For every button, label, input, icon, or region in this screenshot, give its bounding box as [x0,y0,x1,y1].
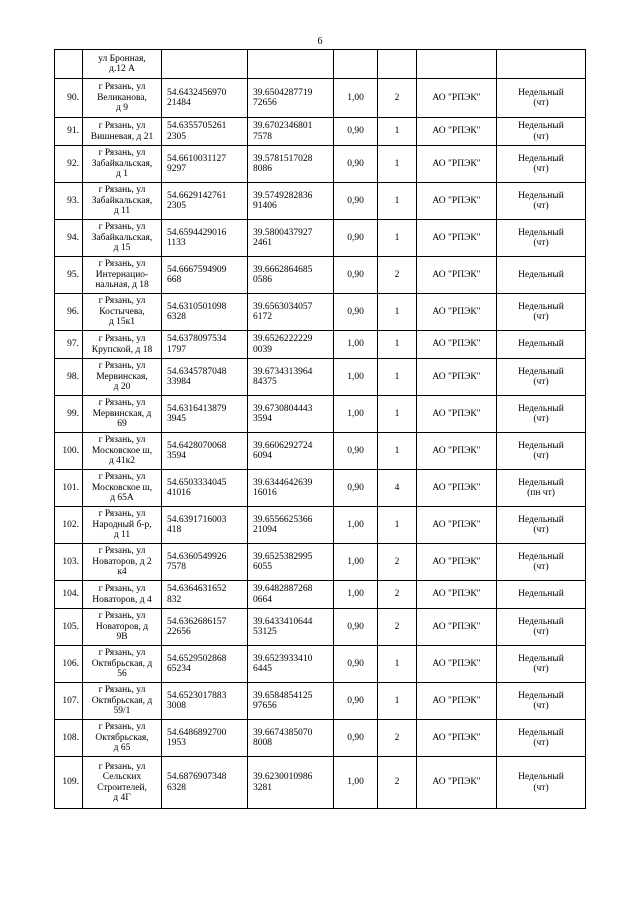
latitude-cell: 54.6629142761 2305 [162,183,248,220]
owner-cell: АО "РПЭК" [417,146,497,183]
latitude-cell: 54.6529502868 65234 [162,646,248,683]
owner-cell: АО "РПЭК" [417,359,497,396]
address-cell: г Рязань, ул Октябрьская, д 59/1 [83,683,162,720]
carry-over-owner-cell [417,50,497,79]
schedule-cell: Недельный (чт) [497,359,586,396]
schedule-cell: Недельный (чт) [497,757,586,809]
owner-cell: АО "РПЭК" [417,720,497,757]
longitude-cell: 39.6662864685 0586 [248,257,334,294]
address-cell: г Рязань, ул Забайкальская, д 11 [83,183,162,220]
schedule-cell: Недельный [497,257,586,294]
volume-cell: 0,90 [334,294,378,331]
volume-cell: 1,00 [334,396,378,433]
table-row [55,720,586,757]
carry-over-number-cell [55,50,83,79]
container-count-cell: 1 [378,683,417,720]
address-cell: г Рязань, ул Московское ш, д 41к2 [83,433,162,470]
table-row [55,79,586,118]
volume-cell: 0,90 [334,257,378,294]
owner-cell: АО "РПЭК" [417,646,497,683]
schedule-cell: Недельный (чт) [497,507,586,544]
latitude-cell: 54.6432456970 21484 [162,79,248,118]
longitude-cell: 39.6526222229 0039 [248,331,334,359]
table-row [55,396,586,433]
latitude-cell: 54.6362686157 22656 [162,609,248,646]
row-number-cell: 105. [55,609,83,646]
carry-over-volume-cell [334,50,378,79]
table-row [55,646,586,683]
container-count-cell: 1 [378,183,417,220]
address-cell: г Рязань, ул Забайкальская, д 15 [83,220,162,257]
container-count-cell: 2 [378,544,417,581]
table-row [55,118,586,146]
address-cell: г Рязань, ул Костычева, д 15к1 [83,294,162,331]
volume-cell: 1,00 [334,581,378,609]
table-row [55,183,586,220]
latitude-cell: 54.6594429016 1133 [162,220,248,257]
volume-cell: 0,90 [334,220,378,257]
container-count-cell: 1 [378,294,417,331]
address-cell: г Рязань, ул Великанова, д 9 [83,79,162,118]
longitude-cell: 39.6563034057 6172 [248,294,334,331]
longitude-cell: 39.6702346801 7578 [248,118,334,146]
volume-cell: 0,90 [334,609,378,646]
row-number-cell: 92. [55,146,83,183]
longitude-cell: 39.5781517028 8086 [248,146,334,183]
volume-cell: 1,00 [334,79,378,118]
latitude-cell: 54.6523017883 3008 [162,683,248,720]
longitude-cell: 39.6230010986 3281 [248,757,334,809]
address-cell: г Рязань, ул Интернацио- нальная, д 18 [83,257,162,294]
longitude-cell: 39.5800437927 2461 [248,220,334,257]
volume-cell: 1,00 [334,507,378,544]
longitude-cell: 39.6482887268 0664 [248,581,334,609]
owner-cell: АО "РПЭК" [417,581,497,609]
owner-cell: АО "РПЭК" [417,396,497,433]
table-row [55,581,586,609]
row-number-cell: 102. [55,507,83,544]
schedule-cell: Недельный (чт) [497,609,586,646]
container-count-cell: 1 [378,396,417,433]
container-count-cell: 2 [378,257,417,294]
owner-cell: АО "РПЭК" [417,544,497,581]
row-number-cell: 90. [55,79,83,118]
row-number-cell: 98. [55,359,83,396]
longitude-cell: 39.6674385070 8008 [248,720,334,757]
row-number-cell: 99. [55,396,83,433]
container-count-cell: 1 [378,433,417,470]
owner-cell: АО "РПЭК" [417,683,497,720]
owner-cell: АО "РПЭК" [417,609,497,646]
container-count-cell: 4 [378,470,417,507]
longitude-cell: 39.6504287719 72656 [248,79,334,118]
latitude-cell: 54.6345787048 33984 [162,359,248,396]
row-number-cell: 104. [55,581,83,609]
volume-cell: 0,90 [334,183,378,220]
latitude-cell: 54.6310501098 6328 [162,294,248,331]
row-number-cell: 101. [55,470,83,507]
volume-cell: 1,00 [334,331,378,359]
latitude-cell: 54.6355705261 2305 [162,118,248,146]
longitude-cell: 39.6344642639 16016 [248,470,334,507]
volume-cell: 0,90 [334,118,378,146]
longitude-cell: 39.5749282836 91406 [248,183,334,220]
owner-cell: АО "РПЭК" [417,257,497,294]
container-count-cell: 1 [378,118,417,146]
address-cell: г Рязань, ул Новаторов, д 2 к4 [83,544,162,581]
schedule-cell: Недельный (чт) [497,720,586,757]
carry-over-count-cell [378,50,417,79]
table-row [55,544,586,581]
table-row [55,757,586,809]
address-cell: г Рязань, ул Крупской, д 18 [83,331,162,359]
table-row [55,683,586,720]
volume-cell: 0,90 [334,146,378,183]
collection-points-table [54,49,586,809]
address-cell: г Рязань, ул Народный б-р, д 11 [83,507,162,544]
longitude-cell: 39.6730804443 3594 [248,396,334,433]
owner-cell: АО "РПЭК" [417,433,497,470]
volume-cell: 0,90 [334,646,378,683]
row-number-cell: 96. [55,294,83,331]
longitude-cell: 39.6433410644 53125 [248,609,334,646]
table-row [55,507,586,544]
owner-cell: АО "РПЭК" [417,331,497,359]
longitude-cell: 39.6523933410 6445 [248,646,334,683]
schedule-cell: Недельный (пн чт) [497,470,586,507]
address-cell: г Рязань, ул Сельских Строителей, д 4Г [83,757,162,809]
longitude-cell: 39.6525382995 6055 [248,544,334,581]
row-number-cell: 108. [55,720,83,757]
latitude-cell: 54.6486892700 1953 [162,720,248,757]
owner-cell: АО "РПЭК" [417,79,497,118]
latitude-cell: 54.6428070068 3594 [162,433,248,470]
volume-cell: 1,00 [334,359,378,396]
address-cell: г Рязань, ул Новаторов, д 9В [83,609,162,646]
longitude-cell: 39.6606292724 6094 [248,433,334,470]
address-cell: г Рязань, ул Вишневая, д 21 [83,118,162,146]
page-number: 6 [317,36,323,47]
owner-cell: АО "РПЭК" [417,470,497,507]
container-count-cell: 1 [378,220,417,257]
table-row [55,257,586,294]
container-count-cell: 2 [378,581,417,609]
container-count-cell: 2 [378,757,417,809]
volume-cell: 0,90 [334,470,378,507]
table-row-carry-over [55,50,586,79]
latitude-cell: 54.6391716003 418 [162,507,248,544]
table-row [55,359,586,396]
carry-over-lat-cell [162,50,248,79]
schedule-cell: Недельный (чт) [497,396,586,433]
table-row [55,433,586,470]
row-number-cell: 93. [55,183,83,220]
schedule-cell: Недельный (чт) [497,294,586,331]
volume-cell: 1,00 [334,757,378,809]
row-number-cell: 106. [55,646,83,683]
row-number-cell: 91. [55,118,83,146]
owner-cell: АО "РПЭК" [417,757,497,809]
address-cell: г Рязань, ул Октябрьская, д 65 [83,720,162,757]
container-count-cell: 1 [378,146,417,183]
schedule-cell: Недельный (чт) [497,544,586,581]
address-cell: г Рязань, ул Московское ш, д 65А [83,470,162,507]
container-count-cell: 2 [378,720,417,757]
container-count-cell: 2 [378,609,417,646]
address-cell: г Рязань, ул Новаторов, д 4 [83,581,162,609]
table-body [55,50,586,809]
volume-cell: 1,00 [334,544,378,581]
row-number-cell: 103. [55,544,83,581]
schedule-cell: Недельный (чт) [497,79,586,118]
address-cell: г Рязань, ул Мервинская, д 69 [83,396,162,433]
volume-cell: 0,90 [334,720,378,757]
table-row [55,609,586,646]
longitude-cell: 39.6584854125 97656 [248,683,334,720]
owner-cell: АО "РПЭК" [417,294,497,331]
carry-over-lon-cell [248,50,334,79]
table-row [55,146,586,183]
owner-cell: АО "РПЭК" [417,183,497,220]
schedule-cell: Недельный (чт) [497,146,586,183]
latitude-cell: 54.6378097534 1797 [162,331,248,359]
container-count-cell: 1 [378,646,417,683]
latitude-cell: 54.6667594909 668 [162,257,248,294]
container-count-cell: 1 [378,331,417,359]
owner-cell: АО "РПЭК" [417,220,497,257]
volume-cell: 0,90 [334,683,378,720]
schedule-cell: Недельный (чт) [497,433,586,470]
owner-cell: АО "РПЭК" [417,118,497,146]
carry-over-address-cell: ул Бронная, д.12 А [83,50,162,79]
latitude-cell: 54.6503334045 41016 [162,470,248,507]
table-row [55,220,586,257]
row-number-cell: 94. [55,220,83,257]
latitude-cell: 54.6876907348 6328 [162,757,248,809]
longitude-cell: 39.6734313964 84375 [248,359,334,396]
latitude-cell: 54.6610031127 9297 [162,146,248,183]
schedule-cell: Недельный (чт) [497,683,586,720]
latitude-cell: 54.6316413879 3945 [162,396,248,433]
address-cell: г Рязань, ул Мервинская, д 20 [83,359,162,396]
row-number-cell: 109. [55,757,83,809]
latitude-cell: 54.6364631652 832 [162,581,248,609]
schedule-cell: Недельный (чт) [497,646,586,683]
table-row [55,294,586,331]
carry-over-schedule-cell [497,50,586,79]
schedule-cell: Недельный [497,331,586,359]
schedule-cell: Недельный (чт) [497,118,586,146]
table-row [55,331,586,359]
container-count-cell: 2 [378,79,417,118]
longitude-cell: 39.6556625366 21094 [248,507,334,544]
address-cell: г Рязань, ул Октябрьская, д 56 [83,646,162,683]
schedule-cell: Недельный (чт) [497,220,586,257]
container-count-cell: 1 [378,359,417,396]
container-count-cell: 1 [378,507,417,544]
schedule-cell: Недельный (чт) [497,183,586,220]
row-number-cell: 97. [55,331,83,359]
row-number-cell: 95. [55,257,83,294]
address-cell: г Рязань, ул Забайкальская, д 1 [83,146,162,183]
row-number-cell: 100. [55,433,83,470]
schedule-cell: Недельный [497,581,586,609]
volume-cell: 0,90 [334,433,378,470]
owner-cell: АО "РПЭК" [417,507,497,544]
table-row [55,470,586,507]
row-number-cell: 107. [55,683,83,720]
latitude-cell: 54.6360549926 7578 [162,544,248,581]
